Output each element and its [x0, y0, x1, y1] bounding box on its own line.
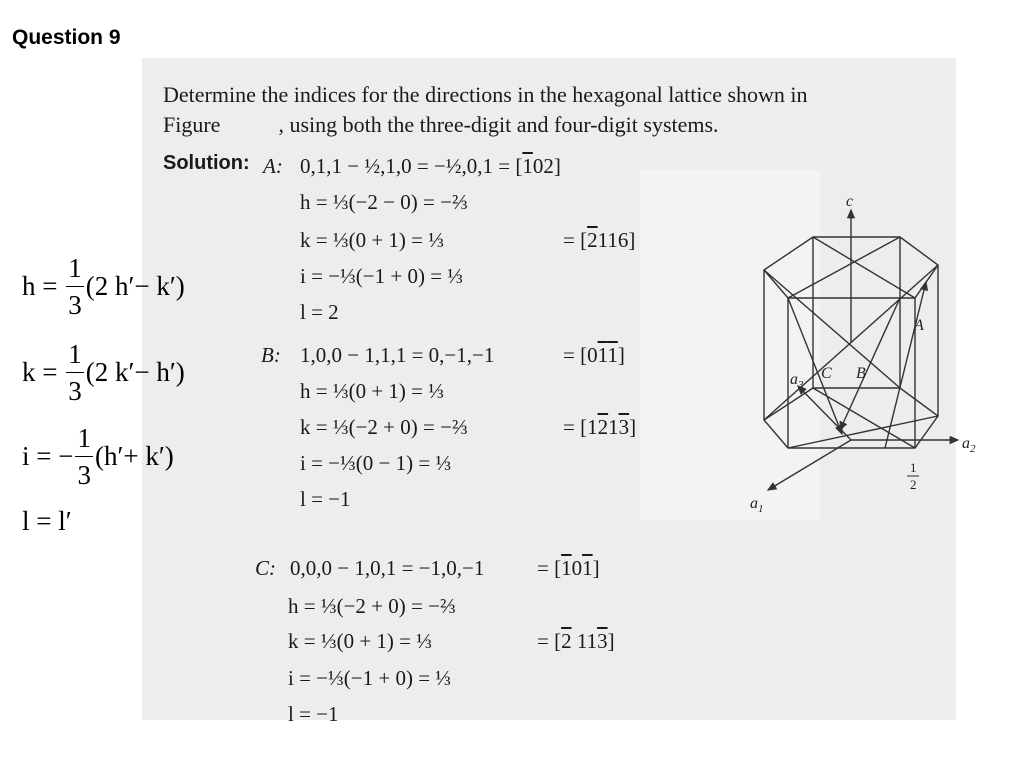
direction-a-vector — [300, 154, 561, 179]
formula-k-lhs: k = — [22, 357, 65, 387]
label-A: A — [914, 317, 924, 334]
direction-c-bar-1: 1 — [561, 556, 572, 580]
problem-line-2-rest: , using both the three-digit and four-digit systems. — [278, 112, 719, 137]
direction-b-bar-2: 1 — [607, 343, 618, 367]
direction-c-open: = [ — [537, 556, 562, 580]
question-title: Question 9 — [12, 26, 121, 49]
label-a2: $a_2$ — [962, 435, 976, 455]
formula-i-num: 1 — [75, 420, 93, 457]
direction-a-label: A: — [263, 154, 283, 178]
label-one-half — [907, 460, 919, 492]
label-a1: $a_1$ — [750, 495, 764, 515]
direction-b-four-index — [563, 415, 636, 440]
direction-a-bar-digit: 1 — [522, 154, 533, 178]
formula-i-lhs: i = − — [22, 441, 74, 471]
direction-c-bar-2: 1 — [582, 556, 593, 580]
formula-h-rhs: (2 h′− k′) — [85, 271, 185, 301]
direction-a-i: i = −⅓(−1 + 0) = ⅓ — [300, 264, 464, 288]
direction-b-four-bar-2: 3 — [618, 415, 630, 439]
direction-c-four-mid: 11 — [571, 629, 598, 653]
direction-a-h: h = ⅓(−2 − 0) = −⅔ — [300, 190, 468, 214]
problem-figure-word: Figure — [163, 112, 221, 137]
direction-b-close: ] — [617, 343, 625, 367]
problem-statement — [163, 80, 808, 140]
direction-b-four-open: = [1 — [563, 415, 598, 439]
direction-c-four-bar-1: 2 — [561, 629, 572, 653]
direction-b-open: = [0 — [563, 343, 598, 367]
direction-c-four-open: = [ — [537, 629, 562, 653]
formula-k-rhs: (2 k′− h′) — [85, 357, 185, 387]
direction-c-three-index — [537, 556, 600, 581]
formula-k — [22, 336, 185, 409]
direction-a-four-bar: 2 — [587, 228, 598, 252]
solution-label: Solution: — [163, 152, 250, 174]
direction-b-vector: 1,0,0 − 1,1,1 = 0,−1,−1 — [300, 343, 495, 367]
direction-b-label: B: — [261, 343, 281, 367]
direction-a-four-open: = [ — [563, 228, 588, 252]
formula-k-num: 1 — [66, 336, 84, 373]
direction-b-h: h = ⅓(0 + 1) = ⅓ — [300, 379, 445, 403]
formula-k-den: 3 — [68, 376, 82, 406]
formula-i-fraction — [75, 420, 93, 493]
direction-a-l: l = 2 — [300, 300, 339, 324]
direction-c-mid: 0 — [571, 556, 583, 580]
label-c: c — [846, 193, 854, 210]
formula-k-fraction — [66, 336, 84, 409]
direction-b-bar-1: 1 — [597, 343, 608, 367]
formula-i-rhs: (h′+ k′) — [94, 441, 174, 471]
direction-b-four-mid: 1 — [608, 415, 619, 439]
label-C: C — [821, 365, 832, 382]
direction-b-arrow — [840, 298, 900, 430]
direction-c-i: i = −⅓(−1 + 0) = ⅓ — [288, 666, 452, 690]
direction-b-four-close: ] — [629, 415, 637, 439]
direction-b-three-index — [563, 343, 625, 368]
direction-b-i: i = −⅓(0 − 1) = ⅓ — [300, 451, 452, 475]
formula-h — [22, 250, 185, 323]
direction-a-end: 02] — [532, 154, 561, 178]
formula-h-num: 1 — [66, 250, 84, 287]
label-B: B — [856, 365, 866, 382]
label-a3: $a_3$ — [790, 371, 804, 391]
direction-c-four-bar-2: 3 — [597, 629, 608, 653]
formula-h-den: 3 — [68, 290, 82, 320]
direction-c-k: k = ⅓(0 + 1) = ⅓ — [288, 629, 433, 653]
direction-a-subtraction: 0,1,1 − ½,1,0 = −½,0,1 = [ — [300, 154, 523, 178]
direction-b-four-bar-1: 2 — [597, 415, 609, 439]
formula-h-lhs: h = — [22, 271, 65, 301]
direction-a-four-index — [563, 228, 635, 253]
svg-text:2: 2 — [910, 477, 917, 492]
direction-c-close: ] — [592, 556, 600, 580]
direction-a-k: k = ⅓(0 + 1) = ⅓ — [300, 228, 445, 252]
formula-h-fraction — [66, 250, 84, 323]
direction-a-four-end: 116] — [597, 228, 636, 252]
direction-c-vector: 0,0,0 − 1,0,1 = −1,0,−1 — [290, 556, 485, 580]
direction-c-h: h = ⅓(−2 + 0) = −⅔ — [288, 594, 456, 618]
hexagonal-lattice-figure — [690, 190, 990, 520]
formula-i-den: 3 — [77, 460, 91, 490]
problem-line-1: Determine the indices for the directions in the hexagonal lattice shown in — [163, 82, 808, 107]
formula-l: l = l′ — [22, 506, 72, 536]
direction-b-l: l = −1 — [300, 487, 351, 511]
problem-line-2 — [163, 110, 808, 140]
direction-c-l: l = −1 — [288, 702, 339, 726]
direction-b-k: k = ⅓(−2 + 0) = −⅔ — [300, 415, 468, 439]
formula-i — [22, 420, 174, 493]
direction-c-four-close: ] — [607, 629, 615, 653]
direction-c-label: C: — [255, 556, 276, 580]
direction-c-arrow — [788, 298, 842, 434]
svg-text:1: 1 — [910, 460, 917, 475]
direction-c-four-index — [537, 629, 615, 654]
